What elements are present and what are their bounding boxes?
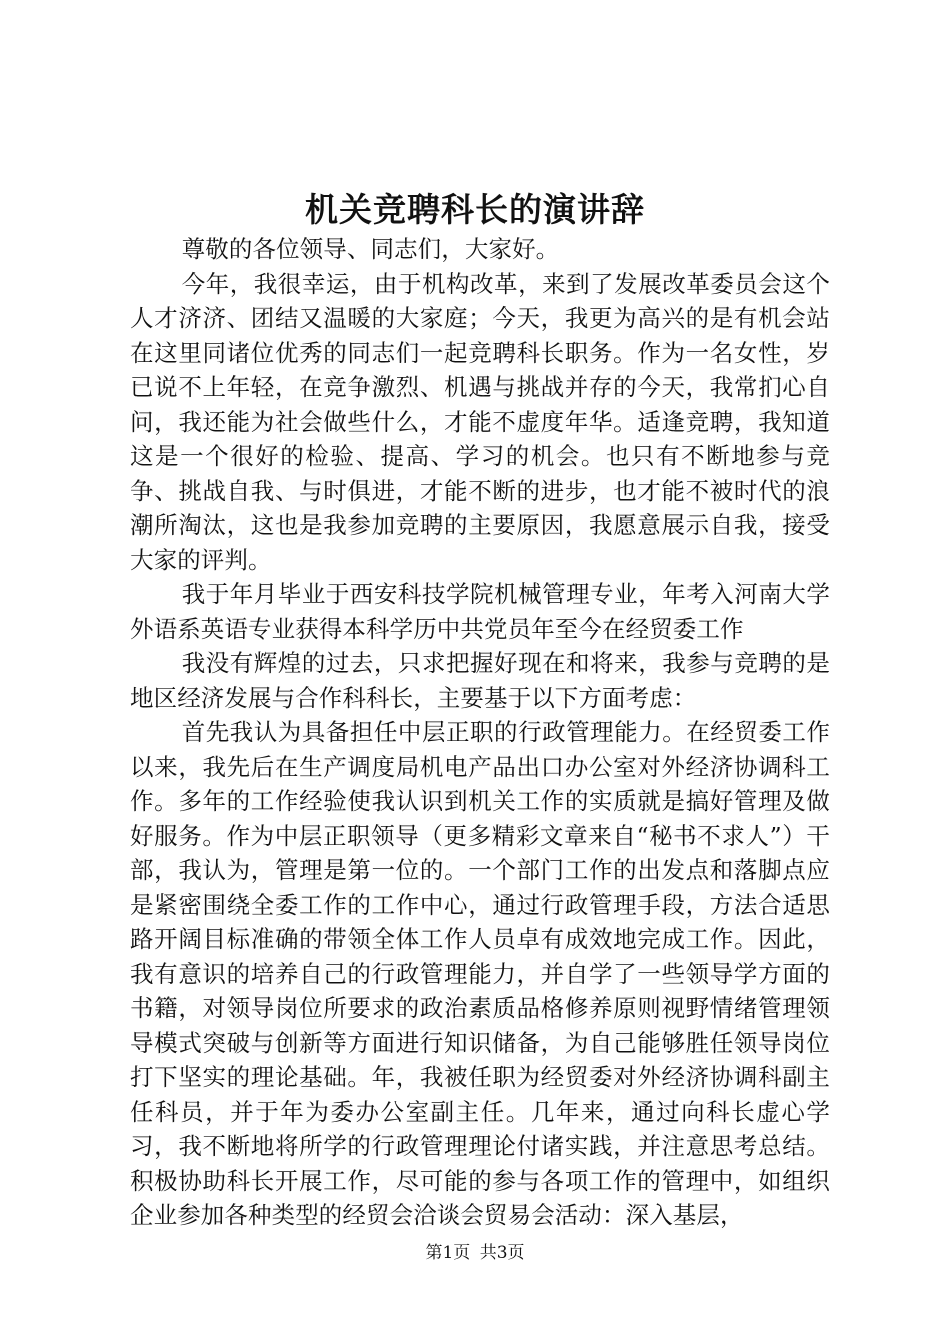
paragraph-qualification: 首先我认为具备担任中层正职的行政管理能力。在经贸委工作以来，我先后在生产调度局机电产品出口办公室对外经济协调科工作。多年的工作经验使我认识到机关工作的实质就是搞好管理及做好服务。作为中层正职领导（更多精彩文章来自“秘书不求人”）干部，我认为，管理是第一位的。一个部门工作的出发点和落脚点应是紧密围绕全委工作的工作中心，通过行政管理手段，方法合适思路开阔目标准确的带领全体工作人员卓有成效地完成工作。因此，我有意识的培养自己的行政管理能力，并自学了一些领导学方面的书籍，对领导岗位所要求的政治素质品格修养原则视野情绪管理领导模式突破与创新等方面进行知识储备，为自己能够胜任领导岗位打下坚实的理论基础。年，我被任职为经贸委对外经济协调科副主任科员，并于年为委办公室副主任。几年来，通过向科长虚心学习，我不断地将所学的行政管理理论付诸实践，并注意思考总结。积极协助科长开展工作，尽可能的参与各项工作的管理中，如组织企业参加各种类型的经贸会洽谈会贸易会活动：深入基层， [130,718,830,1229]
paragraph-greeting: 尊敬的各位领导、同志们，大家好。 [181,235,560,263]
paragraph-introduction: 今年，我很幸运，由于机构改革，来到了发展改革委员会这个人才济济、团结又温暖的大家庭；今天，我更为高兴的是有机会站在这里同诸位优秀的同志们一起竞聘科长职务。作为一名女性，岁已说不上年轻，在竞争激烈、机遇与挑战并存的今天，我常扪心自问，我还能为社会做些什么，才能不虚度年华。适逢竞聘，我知道这是一个很好的检验、提高、学习的机会。也只有不断地参与竞争、挑战自我、与时俱进，才能不断的进步，也才能不被时代的浪潮所淘汰，这也是我参加竞聘的主要原因，我愿意展示自我，接受大家的评判。 [130,269,830,574]
page-footer [0,1242,950,1264]
paragraph-background: 我于年月毕业于西安科技学院机械管理专业，年考入河南大学外语系英语专业获得本科学历中共党员年至今在经贸委工作 [130,580,830,643]
document-body [130,232,830,1233]
document-title: 机关竞聘科长的演讲辞 [305,190,645,229]
page-number: 第1页 [425,1243,471,1263]
page-total: 共3页 [479,1243,525,1263]
paragraph-position: 我没有辉煌的过去，只求把握好现在和将来，我参与竞聘的是地区经济发展与合作科科长，主要基于以下方面考虑： [130,649,830,712]
